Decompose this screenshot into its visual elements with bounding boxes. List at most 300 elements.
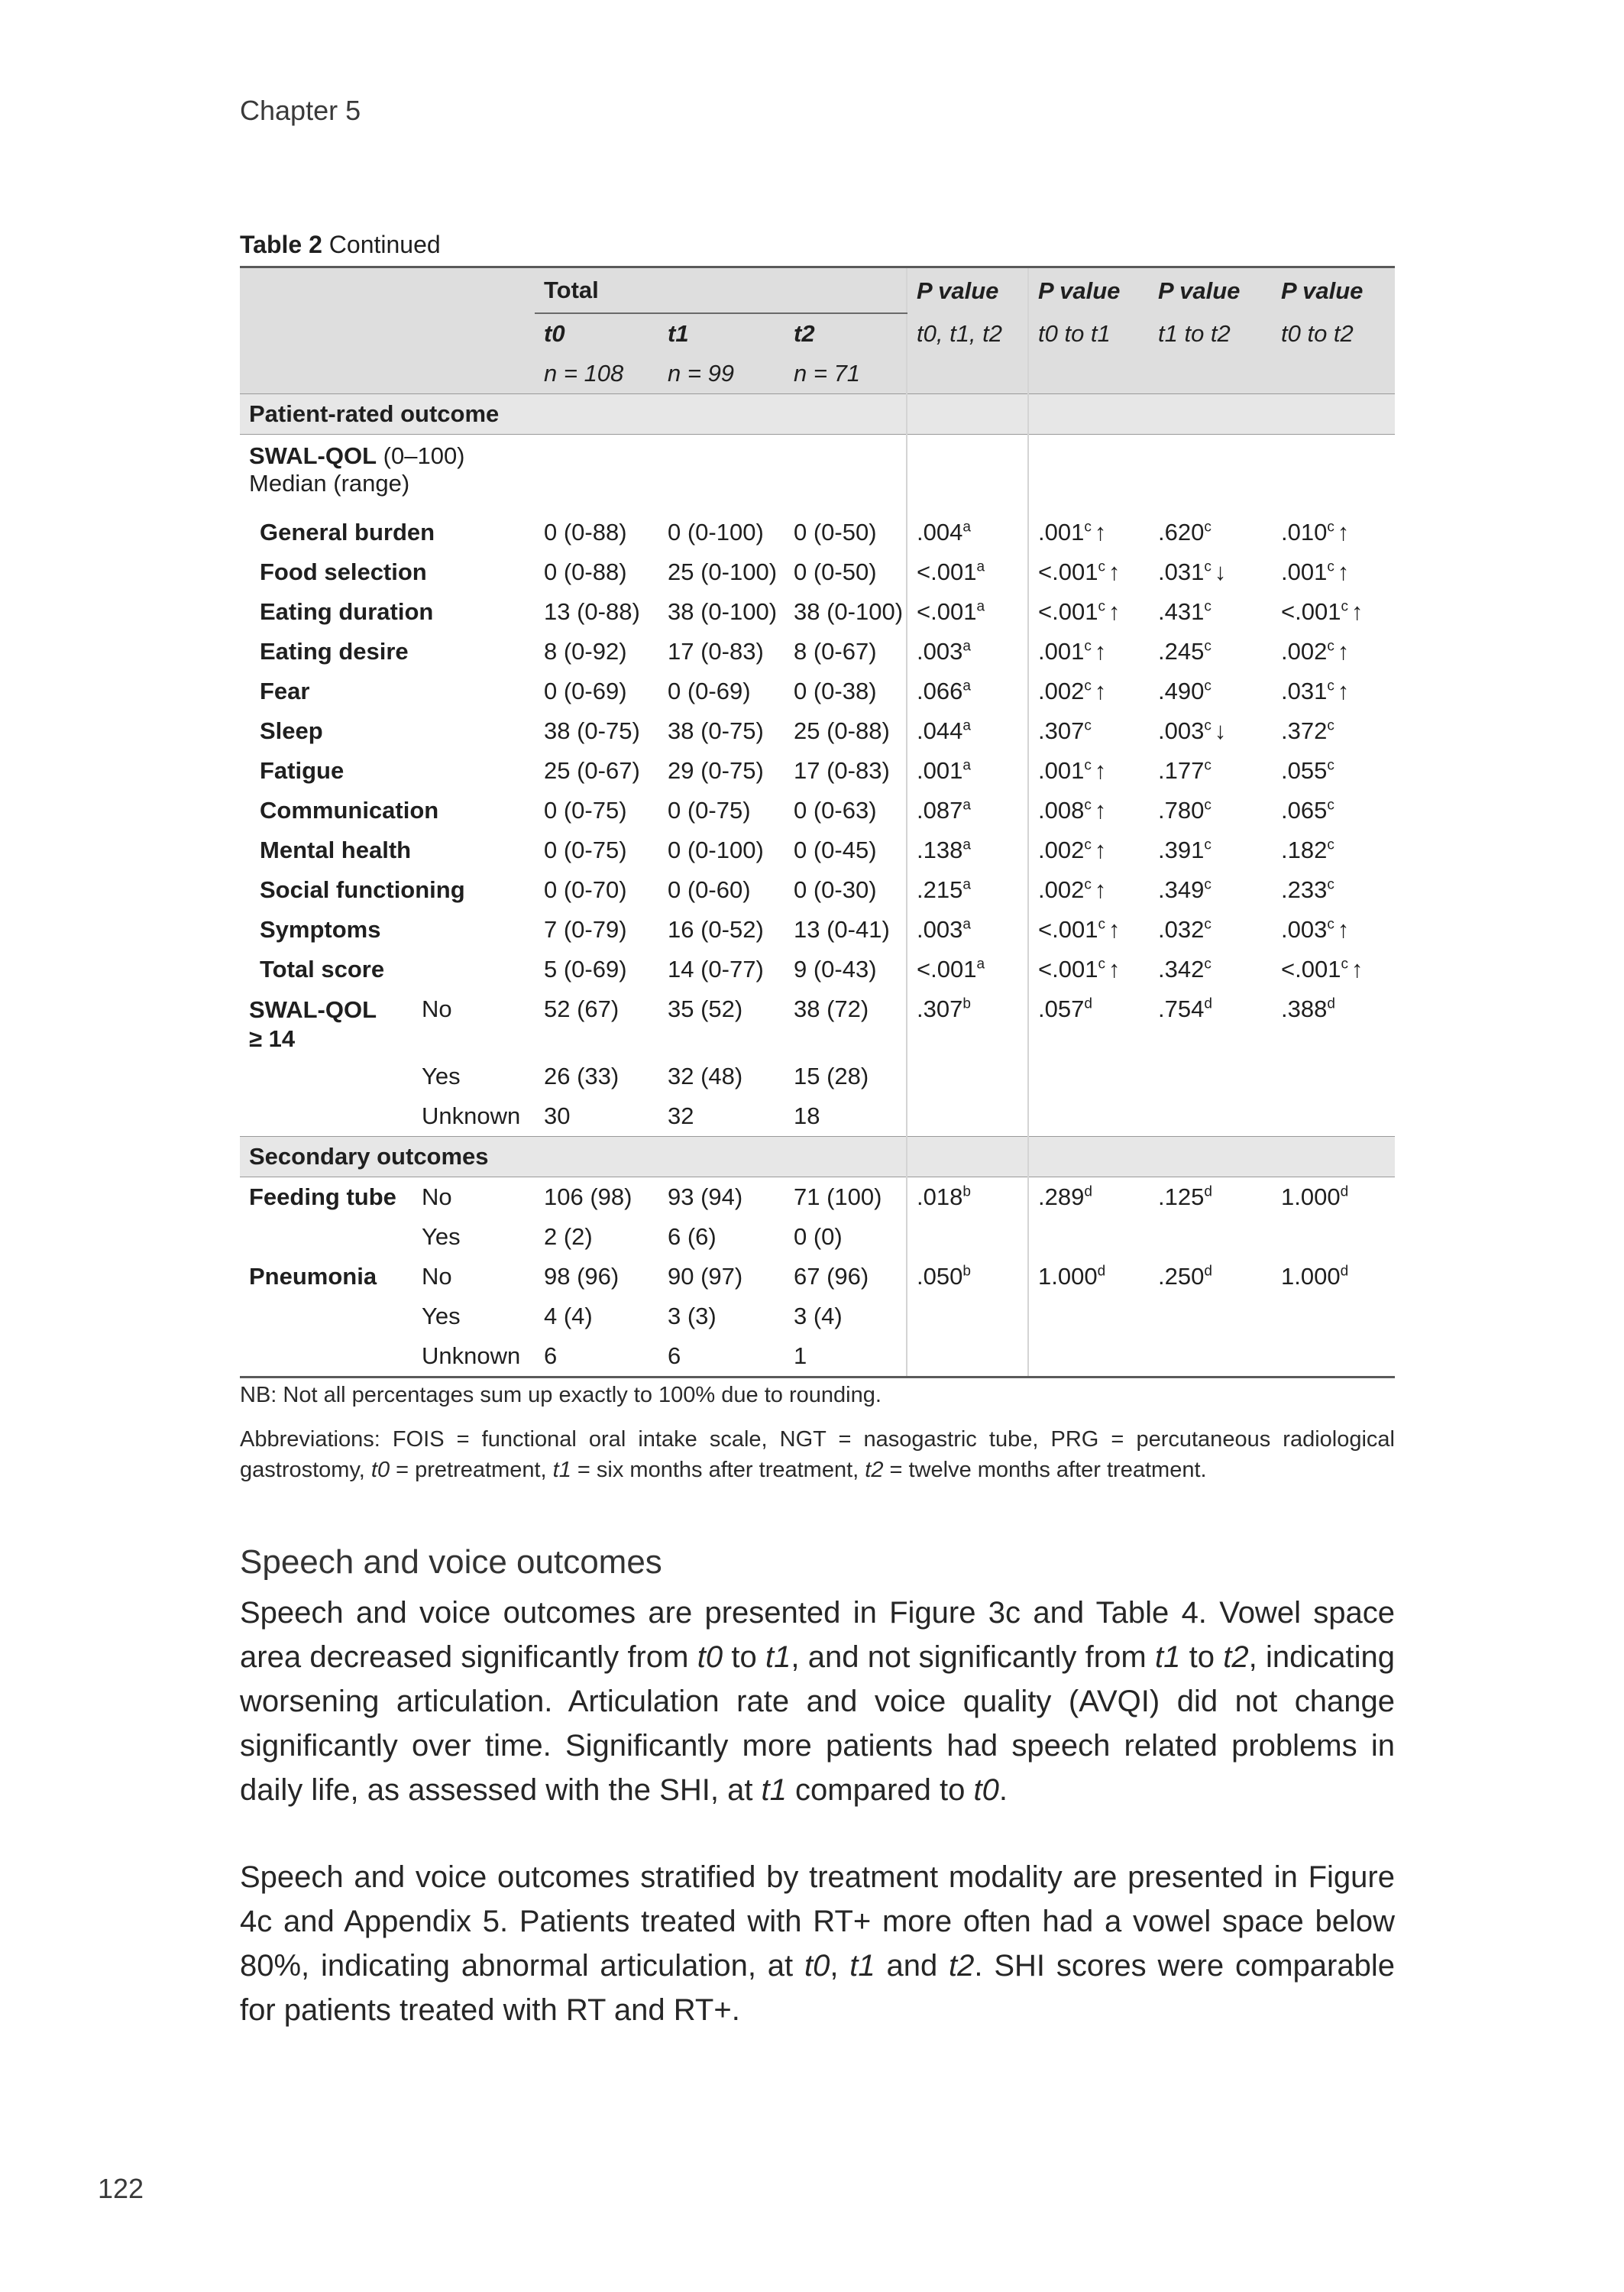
comparison-t0-t1: t0 to t1 <box>1028 313 1149 354</box>
p-value: .391 <box>1158 837 1205 863</box>
arrow-up-icon: ↑ <box>1337 678 1350 704</box>
arrow-up-icon: ↑ <box>1094 678 1107 704</box>
p-value: .431 <box>1158 598 1205 625</box>
arrow-up-icon: ↑ <box>1337 519 1350 545</box>
p-value: .349 <box>1158 876 1205 903</box>
p-t0-t2 <box>1272 672 1395 711</box>
table-row <box>240 989 1395 1057</box>
value-t1: 90 (97) <box>668 1263 743 1290</box>
p-all <box>907 592 1028 632</box>
footnote-marker: c <box>1084 678 1092 694</box>
p-value: .125 <box>1158 1183 1205 1210</box>
footnote-marker: d <box>1327 995 1335 1012</box>
footnote-marker: a <box>962 797 971 814</box>
p-t0-t1 <box>1028 632 1149 672</box>
footnote-marker: a <box>962 638 971 655</box>
footnote-marker: d <box>1097 1263 1106 1280</box>
results-table <box>240 266 1395 1378</box>
p-t0-t1 <box>1028 910 1149 950</box>
p-t1-t2 <box>1149 1217 1272 1257</box>
value-t1: 17 (0-83) <box>668 638 764 665</box>
footnote-marker: d <box>1204 1263 1212 1280</box>
arrow-up-icon: ↑ <box>1337 558 1350 585</box>
footnote-marker: b <box>962 995 971 1012</box>
value-t1: 0 (0-100) <box>668 519 764 545</box>
p-value: <.001 <box>1038 598 1098 625</box>
value-t0: 0 (0-88) <box>544 558 627 585</box>
footnote-marker: c <box>1084 876 1092 893</box>
p-value: <.001 <box>917 558 977 585</box>
value-t2: 0 (0-45) <box>794 837 877 863</box>
row-label: General burden <box>260 519 435 545</box>
footnote-marker: c <box>1098 558 1105 575</box>
arrow-up-icon: ↑ <box>1094 757 1107 784</box>
p-value: .087 <box>917 797 963 824</box>
group-label-empty <box>240 1217 412 1257</box>
footnote-marker: a <box>962 678 971 694</box>
p-value: .138 <box>917 837 963 863</box>
p-all <box>907 513 1028 552</box>
p-t0-t1 <box>1028 1257 1149 1297</box>
footnote-marker: c <box>1341 598 1348 615</box>
row-label: Mental health <box>260 837 412 863</box>
table-row <box>240 1217 1395 1257</box>
p-t0-t1 <box>1028 950 1149 989</box>
value-t2: 0 (0) <box>794 1223 843 1250</box>
row-label: Eating desire <box>260 638 409 665</box>
category-label: Unknown <box>422 1102 521 1129</box>
table-row <box>240 1057 1395 1096</box>
p-value: .003 <box>1281 916 1328 943</box>
p-all <box>907 1257 1028 1297</box>
footnote-marker: d <box>1084 995 1092 1012</box>
p-t0-t2 <box>1272 632 1395 672</box>
value-t1: 32 <box>668 1102 694 1129</box>
value-t0: 0 (0-75) <box>544 837 627 863</box>
table-note: NB: Not all percentages sum up exactly to 100% due to rounding. <box>240 1383 882 1407</box>
arrow-up-icon: ↑ <box>1108 558 1121 585</box>
value-t1: 38 (0-100) <box>668 598 778 625</box>
section-patient-rated: Patient-rated outcome <box>240 394 907 435</box>
value-t1: 16 (0-52) <box>668 916 764 943</box>
p-value: .177 <box>1158 757 1205 784</box>
p-value: .031 <box>1281 678 1328 704</box>
p-value: 1.000 <box>1281 1183 1341 1210</box>
p-value: .001 <box>1038 519 1085 545</box>
table-row <box>240 552 1395 592</box>
p-value: .003 <box>1158 717 1205 744</box>
footnote-marker: b <box>962 1263 971 1280</box>
footnote-marker: c <box>1204 598 1212 615</box>
pvalue-header-2: P value <box>1028 267 1149 314</box>
p-t0-t1 <box>1028 552 1149 592</box>
value-t1: 0 (0-60) <box>668 876 751 903</box>
table-row <box>240 672 1395 711</box>
arrow-up-icon: ↑ <box>1108 916 1121 943</box>
p-value: <.001 <box>1038 956 1098 983</box>
footnote-marker: c <box>1098 598 1105 615</box>
footnote-marker: c <box>1204 876 1212 893</box>
footnote-marker: c <box>1204 757 1212 774</box>
p-t0-t1 <box>1028 989 1149 1057</box>
table-row <box>240 1257 1395 1297</box>
group-label: Pneumonia <box>249 1263 377 1290</box>
p-value: .003 <box>917 638 963 665</box>
table-row <box>240 632 1395 672</box>
footnote-marker: c <box>1327 678 1334 694</box>
p-t0-t2 <box>1272 950 1395 989</box>
arrow-up-icon: ↑ <box>1337 638 1350 665</box>
row-label: Sleep <box>260 717 323 744</box>
page-number: 122 <box>98 2173 144 2204</box>
p-value: .008 <box>1038 797 1085 824</box>
value-t2: 15 (28) <box>794 1063 869 1089</box>
p-value: 1.000 <box>1281 1263 1341 1290</box>
arrow-up-icon: ↑ <box>1108 956 1121 983</box>
value-t1: 29 (0-75) <box>668 757 764 784</box>
p-t1-t2 <box>1149 592 1272 632</box>
p-value: .620 <box>1158 519 1205 545</box>
p-t1-t2 <box>1149 1257 1272 1297</box>
comparison-t1-t2: t1 to t2 <box>1149 313 1272 354</box>
comparison-t0-t2: t0 to t2 <box>1272 313 1395 354</box>
p-t1-t2 <box>1149 672 1272 711</box>
footnote-marker: c <box>1204 916 1212 933</box>
row-label: Food selection <box>260 558 427 585</box>
footnote-marker: c <box>1204 717 1212 734</box>
p-value: .388 <box>1281 995 1328 1022</box>
footnote-marker: c <box>1084 837 1092 853</box>
p-value: .182 <box>1281 837 1328 863</box>
p-value: .780 <box>1158 797 1205 824</box>
table-row <box>240 870 1395 910</box>
section-secondary: Secondary outcomes <box>240 1137 907 1177</box>
p-all <box>907 950 1028 989</box>
value-t0: 0 (0-69) <box>544 678 627 704</box>
value-t1: 93 (94) <box>668 1183 743 1210</box>
footnote-marker: c <box>1084 797 1092 814</box>
timepoint-t2: t2 <box>785 313 907 354</box>
footnote-marker: c <box>1327 757 1334 774</box>
group-label: Feeding tube <box>249 1183 396 1210</box>
row-label: Symptoms <box>260 916 381 943</box>
p-t1-t2 <box>1149 791 1272 830</box>
swal-qol-heading: SWAL-QOL (0–100) Median (range) <box>249 442 465 497</box>
footnote-marker: c <box>1204 558 1212 575</box>
arrow-up-icon: ↑ <box>1094 837 1107 863</box>
value-t0: 0 (0-70) <box>544 876 627 903</box>
n-t2: n = 71 <box>785 354 907 394</box>
table-row <box>240 1096 1395 1137</box>
p-value: .018 <box>917 1183 963 1210</box>
p-value: .057 <box>1038 995 1085 1022</box>
category-label: Yes <box>422 1063 461 1089</box>
value-t2: 25 (0-88) <box>794 717 890 744</box>
footnote-marker: a <box>962 717 971 734</box>
value-t0: 26 (33) <box>544 1063 620 1089</box>
table-caption <box>240 231 441 259</box>
category-label: Yes <box>422 1303 461 1329</box>
footnote-marker: d <box>1204 995 1212 1012</box>
p-t1-t2 <box>1149 1057 1272 1096</box>
body-paragraph-2: Speech and voice outcomes stratified by treatment modality are presented in Figure 4c and Appendix 5. Patients treated with RT+ more often had a vowel space below 80%, indicating abnormal articulation, at t0, t1 and t2. SHI scores were comparable for patients treated with RT and RT+. <box>240 1860 1395 2027</box>
footnote-marker: c <box>1204 956 1212 973</box>
value-t0: 0 (0-88) <box>544 519 627 545</box>
p-value: <.001 <box>1281 956 1341 983</box>
footnote-marker: c <box>1204 678 1212 694</box>
comparison-all: t0, t1, t2 <box>907 313 1028 354</box>
p-all <box>907 672 1028 711</box>
p-value: .004 <box>917 519 963 545</box>
p-t1-t2 <box>1149 1177 1272 1218</box>
footnote-marker: c <box>1084 638 1092 655</box>
footnote-marker: c <box>1327 876 1334 893</box>
value-t2: 0 (0-38) <box>794 678 877 704</box>
value-t1: 0 (0-100) <box>668 837 764 863</box>
p-t1-t2 <box>1149 1297 1272 1336</box>
p-t0-t2 <box>1272 870 1395 910</box>
p-t0-t1 <box>1028 751 1149 791</box>
p-value: .002 <box>1281 638 1328 665</box>
p-t0-t2 <box>1272 1257 1395 1297</box>
arrow-up-icon: ↑ <box>1351 598 1364 625</box>
footnote-marker: a <box>976 558 985 575</box>
value-t0: 13 (0-88) <box>544 598 640 625</box>
p-t0-t1 <box>1028 513 1149 552</box>
p-t0-t2 <box>1272 1297 1395 1336</box>
value-t2: 17 (0-83) <box>794 757 890 784</box>
table-row <box>240 1336 1395 1377</box>
value-t2: 3 (4) <box>794 1303 843 1329</box>
p-t1-t2 <box>1149 989 1272 1057</box>
footnote-marker: d <box>1084 1183 1092 1200</box>
category-label: No <box>422 1183 452 1210</box>
footnote-marker: d <box>1340 1263 1349 1280</box>
footnote-marker: d <box>1204 1183 1212 1200</box>
value-t0: 4 (4) <box>544 1303 593 1329</box>
abbreviations-note: Abbreviations: FOIS = functional oral intake scale, NGT = nasogastric tube, PRG = percutaneous radiological gastrostomy, t0 = pretreatment, t1 = six months after treatment, t2 = twelve months after treatment. <box>240 1427 1395 1482</box>
arrow-up-icon: ↑ <box>1094 876 1107 903</box>
category-label: Yes <box>422 1223 461 1250</box>
p-t0-t2 <box>1272 1096 1395 1137</box>
p-all <box>907 1177 1028 1218</box>
p-all <box>907 1057 1028 1096</box>
arrow-down-icon: ↓ <box>1214 558 1227 585</box>
group-label-empty <box>240 1096 412 1137</box>
p-t0-t2 <box>1272 910 1395 950</box>
footnote-marker: c <box>1098 916 1105 933</box>
footnote-marker: c <box>1327 558 1334 575</box>
n-t1: n = 99 <box>658 354 785 394</box>
value-t0: 98 (96) <box>544 1263 620 1290</box>
p-t0-t1 <box>1028 870 1149 910</box>
p-all <box>907 552 1028 592</box>
running-header: Chapter 5 <box>240 95 361 126</box>
category-label: Unknown <box>412 1336 535 1377</box>
p-t1-t2 <box>1149 870 1272 910</box>
p-value: 1.000 <box>1038 1263 1098 1290</box>
table-row <box>240 910 1395 950</box>
p-value: .065 <box>1281 797 1328 824</box>
p-t0-t2 <box>1272 751 1395 791</box>
arrow-up-icon: ↑ <box>1094 638 1107 665</box>
p-t0-t1 <box>1028 1297 1149 1336</box>
p-value: .050 <box>917 1263 963 1290</box>
p-t0-t2 <box>1272 1336 1395 1377</box>
footnote-marker: c <box>1327 837 1334 853</box>
category-label: No <box>422 995 452 1022</box>
p-all <box>907 870 1028 910</box>
table-row <box>240 830 1395 870</box>
p-value: .066 <box>917 678 963 704</box>
p-value: .032 <box>1158 916 1205 943</box>
table-row <box>240 513 1395 552</box>
row-label: Fear <box>260 678 310 704</box>
footnote-marker: a <box>976 598 985 615</box>
p-value: <.001 <box>917 598 977 625</box>
footnote-marker: a <box>962 837 971 853</box>
value-t2: 13 (0-41) <box>794 916 890 943</box>
arrow-up-icon: ↑ <box>1094 519 1107 545</box>
p-value: .044 <box>917 717 963 744</box>
footnote-marker: c <box>1098 956 1105 973</box>
p-t0-t2 <box>1272 711 1395 751</box>
value-t2: 8 (0-67) <box>794 638 877 665</box>
p-all <box>907 1096 1028 1137</box>
p-t0-t2 <box>1272 513 1395 552</box>
p-value: .001 <box>1038 638 1085 665</box>
p-t0-t1 <box>1028 791 1149 830</box>
p-all <box>907 1336 1028 1377</box>
arrow-up-icon: ↑ <box>1108 598 1121 625</box>
row-label: Fatigue <box>260 757 345 784</box>
p-t1-t2 <box>1149 950 1272 989</box>
p-value: .342 <box>1158 956 1205 983</box>
total-header: Total <box>535 267 907 314</box>
value-t2: 0 (0-30) <box>794 876 877 903</box>
p-t0-t2 <box>1272 1177 1395 1218</box>
p-t0-t2 <box>1272 989 1395 1057</box>
p-all <box>907 1297 1028 1336</box>
p-value: .233 <box>1281 876 1328 903</box>
row-label: Total score <box>260 956 385 983</box>
p-t0-t2 <box>1272 830 1395 870</box>
row-label: Eating duration <box>260 598 434 625</box>
p-t1-t2 <box>1149 513 1272 552</box>
p-t0-t2 <box>1272 1217 1395 1257</box>
group-label: SWAL-QOL ≥ 14 <box>249 996 377 1052</box>
value-t1: 14 (0-77) <box>668 956 764 983</box>
footnote-marker: c <box>1084 717 1092 734</box>
p-value: <.001 <box>1281 598 1341 625</box>
n-t0: n = 108 <box>535 354 658 394</box>
pvalue-header-3: P value <box>1149 267 1272 314</box>
table-row <box>240 751 1395 791</box>
p-all <box>907 1217 1028 1257</box>
value-t0: 5 (0-69) <box>544 956 627 983</box>
p-value: .372 <box>1281 717 1328 744</box>
p-all <box>907 989 1028 1057</box>
table-row <box>240 592 1395 632</box>
footnote-marker: c <box>1327 916 1334 933</box>
footnote-marker: c <box>1204 797 1212 814</box>
value-t0: 0 (0-75) <box>544 797 627 824</box>
p-value: .490 <box>1158 678 1205 704</box>
p-all <box>907 830 1028 870</box>
p-value: .001 <box>917 757 963 784</box>
value-t1: 38 (0-75) <box>668 717 764 744</box>
footnote-marker: c <box>1084 519 1092 536</box>
p-value: .250 <box>1158 1263 1205 1290</box>
p-t0-t1 <box>1028 592 1149 632</box>
row-label: Communication <box>260 797 439 824</box>
p-value: .289 <box>1038 1183 1085 1210</box>
footnote-marker: c <box>1204 638 1212 655</box>
footnote-marker: c <box>1327 797 1334 814</box>
footnote-marker: c <box>1341 956 1348 973</box>
p-value: .055 <box>1281 757 1328 784</box>
value-t2: 18 <box>794 1102 820 1129</box>
value-t0: 7 (0-79) <box>544 916 627 943</box>
value-t2: 0 (0-63) <box>794 797 877 824</box>
p-value: .307 <box>917 995 963 1022</box>
value-t2: 71 (100) <box>794 1183 882 1210</box>
p-value: .754 <box>1158 995 1205 1022</box>
timepoint-t1: t1 <box>658 313 785 354</box>
table-row <box>240 711 1395 751</box>
value-t0: 2 (2) <box>544 1223 593 1250</box>
value-t1: 3 (3) <box>668 1303 717 1329</box>
footnote-marker: c <box>1327 717 1334 734</box>
footnote-marker: b <box>962 1183 971 1200</box>
footnote-marker: a <box>962 519 971 536</box>
footnote-marker: a <box>962 757 971 774</box>
p-value: .245 <box>1158 638 1205 665</box>
value-t1: 6 (6) <box>668 1223 717 1250</box>
p-t0-t2 <box>1272 592 1395 632</box>
value-t1: 0 (0-69) <box>668 678 751 704</box>
group-label-empty <box>240 1297 412 1336</box>
table-row <box>240 950 1395 989</box>
arrow-up-icon: ↑ <box>1337 916 1350 943</box>
value-t0: 52 (67) <box>544 995 620 1022</box>
pvalue-header-1: P value <box>907 267 1028 314</box>
p-t0-t1 <box>1028 830 1149 870</box>
p-value: .001 <box>1038 757 1085 784</box>
p-t1-t2 <box>1149 830 1272 870</box>
p-value: .003 <box>917 916 963 943</box>
p-t1-t2 <box>1149 1336 1272 1377</box>
footnote-marker: c <box>1327 638 1334 655</box>
p-value: <.001 <box>1038 558 1098 585</box>
group-label-empty <box>240 1057 412 1096</box>
p-t1-t2 <box>1149 552 1272 592</box>
value-t2: 38 (0-100) <box>794 598 904 625</box>
footnote-marker: a <box>962 916 971 933</box>
p-all <box>907 711 1028 751</box>
timepoint-t0: t0 <box>535 313 658 354</box>
table-row <box>240 1297 1395 1336</box>
p-value: .010 <box>1281 519 1328 545</box>
p-t0-t1 <box>1028 711 1149 751</box>
table-caption-text: Continued <box>322 231 441 258</box>
value-t0: 8 (0-92) <box>544 638 627 665</box>
footnote-marker: c <box>1204 519 1212 536</box>
value-t2: 67 (96) <box>794 1263 869 1290</box>
value-t2: 0 (0-50) <box>794 519 877 545</box>
value-t2: 38 (72) <box>794 995 869 1022</box>
table-row <box>240 791 1395 830</box>
